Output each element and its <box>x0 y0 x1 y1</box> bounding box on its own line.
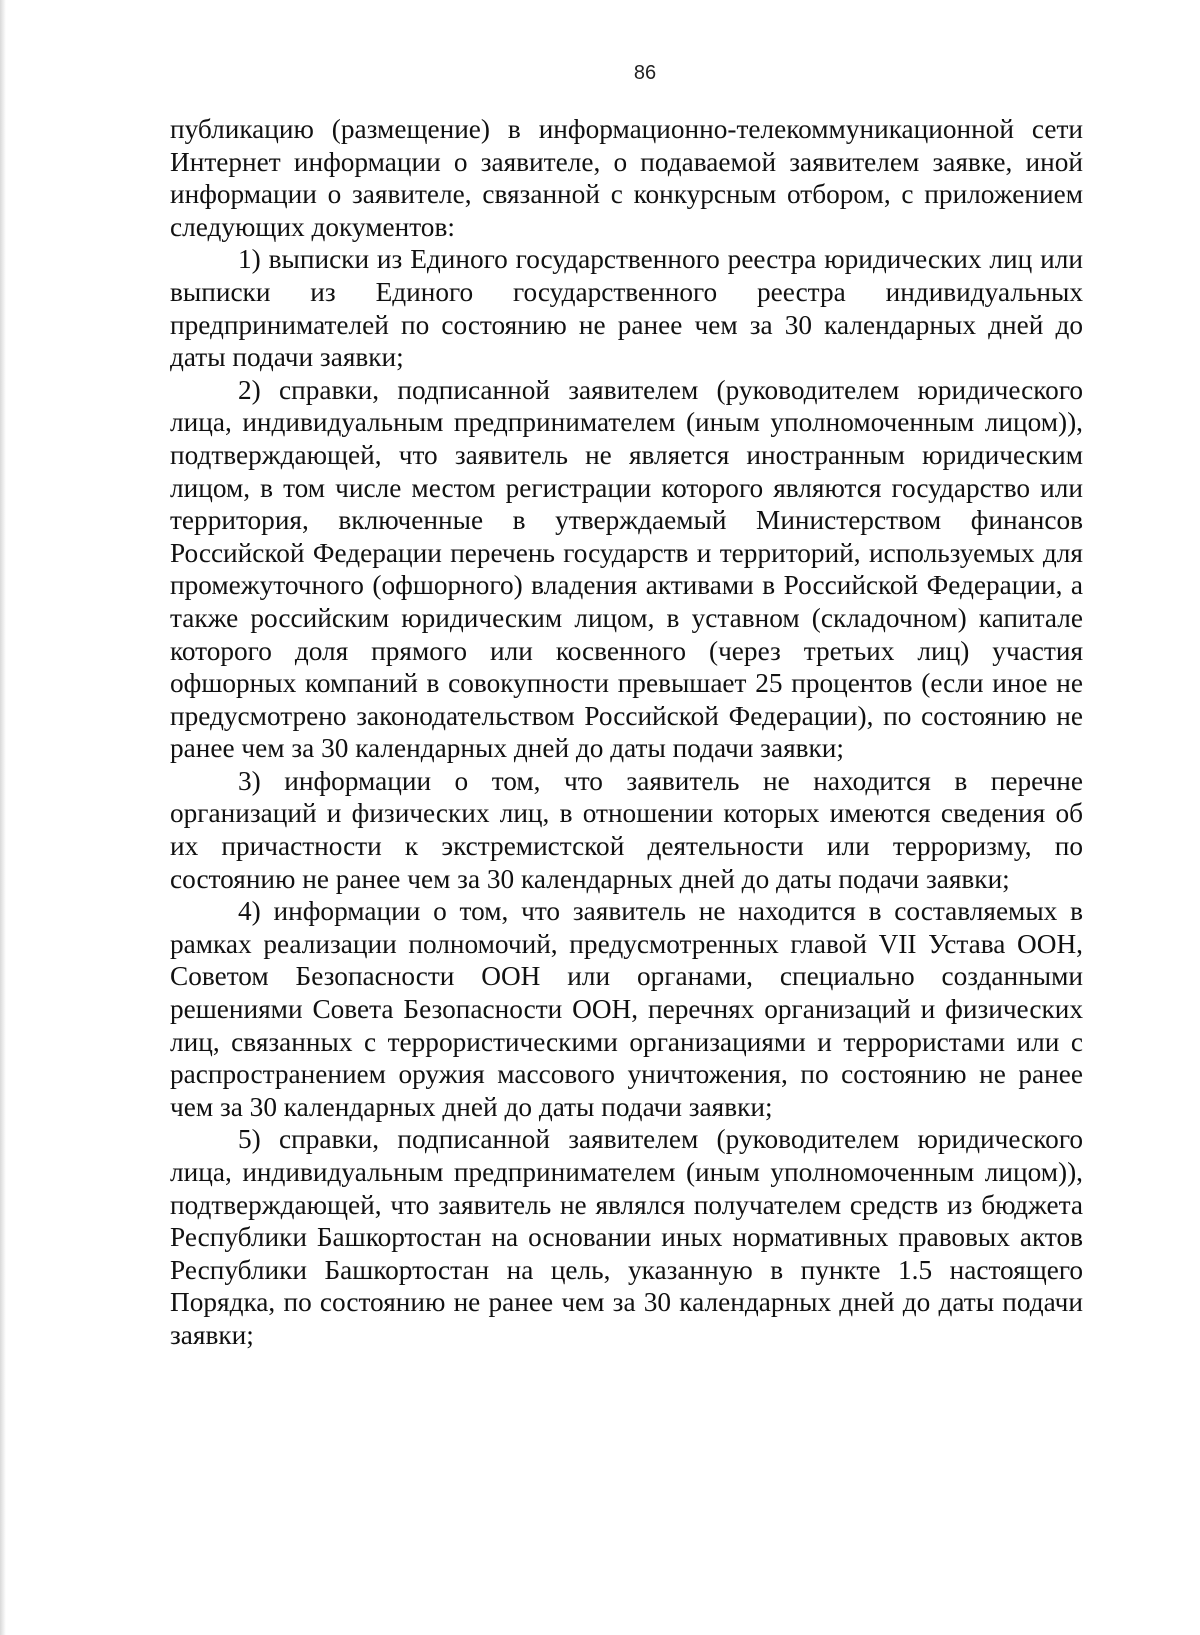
paragraph-intro: публикацию (размещение) в информационно-телекоммуникационной сети Интернет информации о заявителе, о подаваемой заявителем заявке, иной информации о заявителе, связанной с конкурсным отбором, с приложением следующих документов: <box>170 114 1083 242</box>
list-item-2: 2) справки, подписанной заявителем (руководителем юридического лица, индивидуальным предпринимателем (иным уполномоченным лицом)), подтверждающей, что заявитель не является иностранным юридическим лицом, в том числе местом регистрации которого являются государство или территория, включенные в утверждаемый Министерством финансов Российской Федерации перечень государств и территорий, используемых для промежуточного (офшорного) владения активами в Российской Федерации, а также российским юридическим лицом, в уставном (складочном) капитале которого доля прямого или косвенного (через третьих лиц) участия офшорных компаний в совокупности превышает 25 процентов (если иное не предусмотрено законодательством Российской Федерации), по состоянию не ранее чем за 30 календарных дней до даты подачи заявки; <box>170 374 1083 764</box>
list-item-4: 4) информации о том, что заявитель не находится в составляемых в рамках реализации полномочий, предусмотренных главой VII Устава ООН, Советом Безопасности ООН или органами, специально созданными решениями Совета Безопасности ООН, перечнях организаций и физических лиц, связанных с террористическими организациями и террористами или с распространением оружия массового уничтожения, по состоянию не ранее чем за 30 календарных дней до даты подачи заявки; <box>170 896 1083 1122</box>
page-number: 86 <box>633 62 657 84</box>
list-item-3: 3) информации о том, что заявитель не находится в перечне организаций и физических лиц, в отношении которых имеются сведения об их причастности к экстремистской деятельности или терроризму, по состоянию не ранее чем за 30 календарных дней до даты подачи заявки; <box>170 765 1083 894</box>
document-body <box>170 113 1083 1352</box>
list-item-1: 1) выписки из Единого государственного реестра юридических лиц или выписки из Единого государственного реестра индивидуальных предпринимателей по состоянию не ранее чем за 30 календарных дней до даты подачи заявки; <box>170 244 1083 373</box>
list-item-5: 5) справки, подписанной заявителем (руководителем юридического лица, индивидуальным предпринимателем (иным уполномоченным лицом)), подтверждающей, что заявитель не являлся получателем средств из бюджета Республики Башкортостан на основании иных нормативных правовых актов Республики Башкортостан на цель, указанную в пункте 1.5 настоящего Порядка, по состоянию не ранее чем за 30 календарных дней до даты подачи заявки; <box>170 1124 1083 1350</box>
scan-edge-shadow <box>0 0 6 1635</box>
